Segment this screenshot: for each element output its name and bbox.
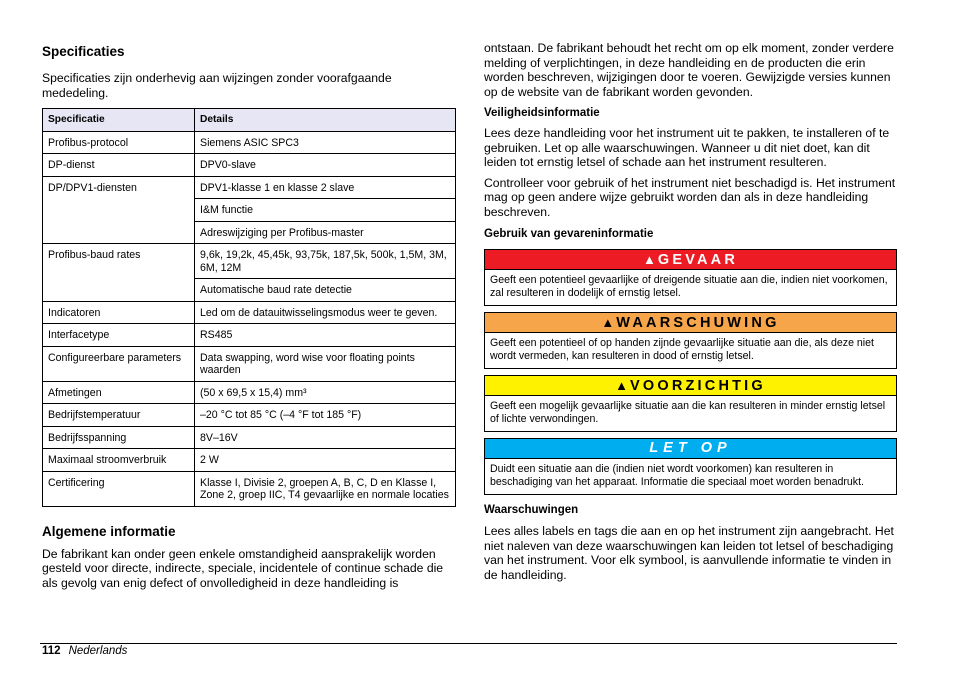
- page-number: 112: [42, 645, 61, 657]
- table-row: [43, 449, 456, 472]
- hazard-description: Duidt een situatie aan die (indien niet wordt voorkomen) kan resulteren in beschadiging van het apparaat. Informatie die speciaal moet worden benadrukt.: [490, 463, 864, 488]
- general-info-continued-text: ontstaan. De fabrikant behoudt het recht om op elk moment, zonder verdere melding of verplichtingen, in deze handleiding en de producten die erin worden beschreven, wijzigingen door te voeren. Gewijzigde versies kunnen op de website van de fabrikant worden gevonden.: [484, 41, 894, 99]
- spec-detail-cell: Led om de datauitwisselingsmodus weer te geven.: [195, 301, 456, 324]
- left-column: [42, 40, 456, 590]
- general-info-heading: Algemene informatie: [42, 523, 176, 539]
- hazard-signal-band: [485, 376, 896, 396]
- spec-detail-cell: Automatische baud rate detectie: [195, 279, 456, 302]
- hazard-signal-word: GEVAAR: [657, 252, 739, 268]
- spec-detail-cell: Siemens ASIC SPC3: [195, 131, 456, 154]
- safety-info-paragraph-1: Lees deze handleiding voor het instrument uit te pakken, te installeren of te gebruiken. Let op alle waarschuwingen. Wanneer u dit niet doet, kan dit leiden tot ernstig letsel of schade aan het instrument resulteren.: [484, 126, 890, 169]
- hazard-signal-word: WAARSCHUWING: [616, 315, 780, 331]
- table-row: [43, 131, 456, 154]
- warning-triangle-icon: ▲: [615, 378, 628, 393]
- spec-detail-cell: Adreswijziging per Profibus-master: [195, 221, 456, 244]
- spec-name-cell: Profibus-protocol: [43, 131, 195, 154]
- spec-detail-cell: 9,6k, 19,2k, 45,45k, 93,75k, 187,5k, 500k, 1,5M, 3M, 6M, 12M: [195, 244, 456, 279]
- spec-name-cell: Interfacetype: [43, 324, 195, 347]
- hazard-signal-word: VOORZICHTIG: [629, 378, 766, 394]
- table-row: [43, 244, 456, 279]
- hazard-description: Geeft een mogelijk gevaarlijke situatie aan die kan resulteren in minder ernstig letsel of lichte verwondingen.: [490, 400, 886, 425]
- spec-name-cell: DP-dienst: [43, 154, 195, 177]
- hazard-boxes: [484, 249, 897, 495]
- hazard-signal-word: LET OP: [649, 440, 732, 456]
- warning-triangle-icon: ▲: [642, 252, 656, 267]
- column-header-details: Details: [195, 109, 456, 132]
- spec-detail-cell: RS485: [195, 324, 456, 347]
- hazard-box-gevaar: [484, 249, 897, 306]
- table-row: [43, 404, 456, 427]
- footer-divider: [40, 643, 897, 644]
- spec-name-cell: Afmetingen: [43, 381, 195, 404]
- safety-info-paragraph-2: Controlleer voor gebruik of het instrument niet beschadigd is. Het instrument mag op geen andere wijze gebruikt worden dan als in deze handleiding beschreven.: [484, 175, 896, 219]
- hazard-box-let-op: [484, 438, 897, 495]
- spec-detail-cell: 2 W: [195, 449, 456, 472]
- specifications-table: [42, 108, 456, 507]
- table-row: [43, 346, 456, 381]
- table-header-row: [43, 109, 456, 132]
- safety-info-heading: Veiligheidsinformatie: [484, 107, 600, 119]
- table-row: [43, 381, 456, 404]
- spec-detail-cell: –20 °C tot 85 °C (–4 °F tot 185 °F): [195, 404, 456, 427]
- hazard-signal-band: [485, 313, 896, 333]
- table-row: [43, 426, 456, 449]
- warnings-heading: Waarschuwingen: [484, 504, 579, 516]
- table-row: [43, 301, 456, 324]
- hazard-signal-band: [485, 439, 896, 459]
- hazard-box-waarschuwing: [484, 312, 897, 369]
- spec-detail-cell: (50 x 69,5 x 15,4) mm³: [195, 381, 456, 404]
- right-column: [484, 41, 897, 582]
- spec-detail-cell: I&M functie: [195, 199, 456, 222]
- spec-name-cell: Configureerbare parameters: [43, 346, 195, 381]
- hazard-box-voorzichtig: [484, 375, 897, 432]
- spec-detail-cell: 8V–16V: [195, 426, 456, 449]
- column-header-specificatie: Specificatie: [43, 109, 195, 132]
- spec-name-cell: DP/DPV1-diensten: [43, 176, 195, 244]
- table-body: [43, 131, 456, 506]
- hazard-signal-band: [485, 250, 896, 270]
- spec-detail-cell: DPV1-klasse 1 en klasse 2 slave: [195, 176, 456, 199]
- hazard-description: Geeft een potentieel of op handen zijnde gevaarlijke situatie aan die, als deze niet wordt vermeden, kan resulteren in dood of ernstig letsel.: [490, 337, 874, 362]
- spec-name-cell: Maximaal stroomverbruik: [43, 449, 195, 472]
- spec-name-cell: Bedrijfstemperatuur: [43, 404, 195, 427]
- specifications-intro: Specificaties zijn onderhevig aan wijzingen zonder voorafgaande mededeling.: [42, 71, 392, 100]
- spec-detail-cell: Data swapping, word wise voor floating points waarden: [195, 346, 456, 381]
- footer-language: Nederlands: [68, 645, 128, 657]
- general-info-text: De fabrikant kan onder geen enkele omstandigheid aansprakelijk worden gesteld voor directe, indirecte, speciale, incidentele of continue schade die als gevolg van enig defect of onvolledigheid in deze handleiding is: [42, 546, 444, 590]
- table-row: [43, 154, 456, 177]
- warnings-text: Lees alles labels en tags die aan en op het instrument zijn aangebracht. Het niet naleven van deze waarschuwingen kan leiden tot letsel of beschadiging van het instrument. Voor elk symbool, is aanvullende informatie te vinden in de handleiding.: [484, 524, 894, 582]
- spec-detail-cell: DPV0-slave: [195, 154, 456, 177]
- page-footer: [42, 644, 127, 658]
- hazard-description: Geeft een potentieel gevaarlijke of dreigende situatie aan die, indien niet voorkomen, zal resulteren in dodelijk of ernstig letsel.: [490, 274, 888, 299]
- table-row: [43, 471, 456, 506]
- table-row: [43, 176, 456, 199]
- hazard-info-heading: Gebruik van gevareninformatie: [484, 228, 654, 240]
- spec-name-cell: Certificering: [43, 471, 195, 506]
- spec-name-cell: Profibus-baud rates: [43, 244, 195, 302]
- specifications-heading: Specificaties: [42, 44, 125, 59]
- spec-name-cell: Bedrijfsspanning: [43, 426, 195, 449]
- warning-triangle-icon: ▲: [601, 315, 615, 330]
- spec-detail-cell: Klasse I, Divisie 2, groepen A, B, C, D en Klasse I, Zone 2, groep IIC, T4 gevaarlijke en normale locaties: [195, 471, 456, 506]
- spec-name-cell: Indicatoren: [43, 301, 195, 324]
- table-row: [43, 324, 456, 347]
